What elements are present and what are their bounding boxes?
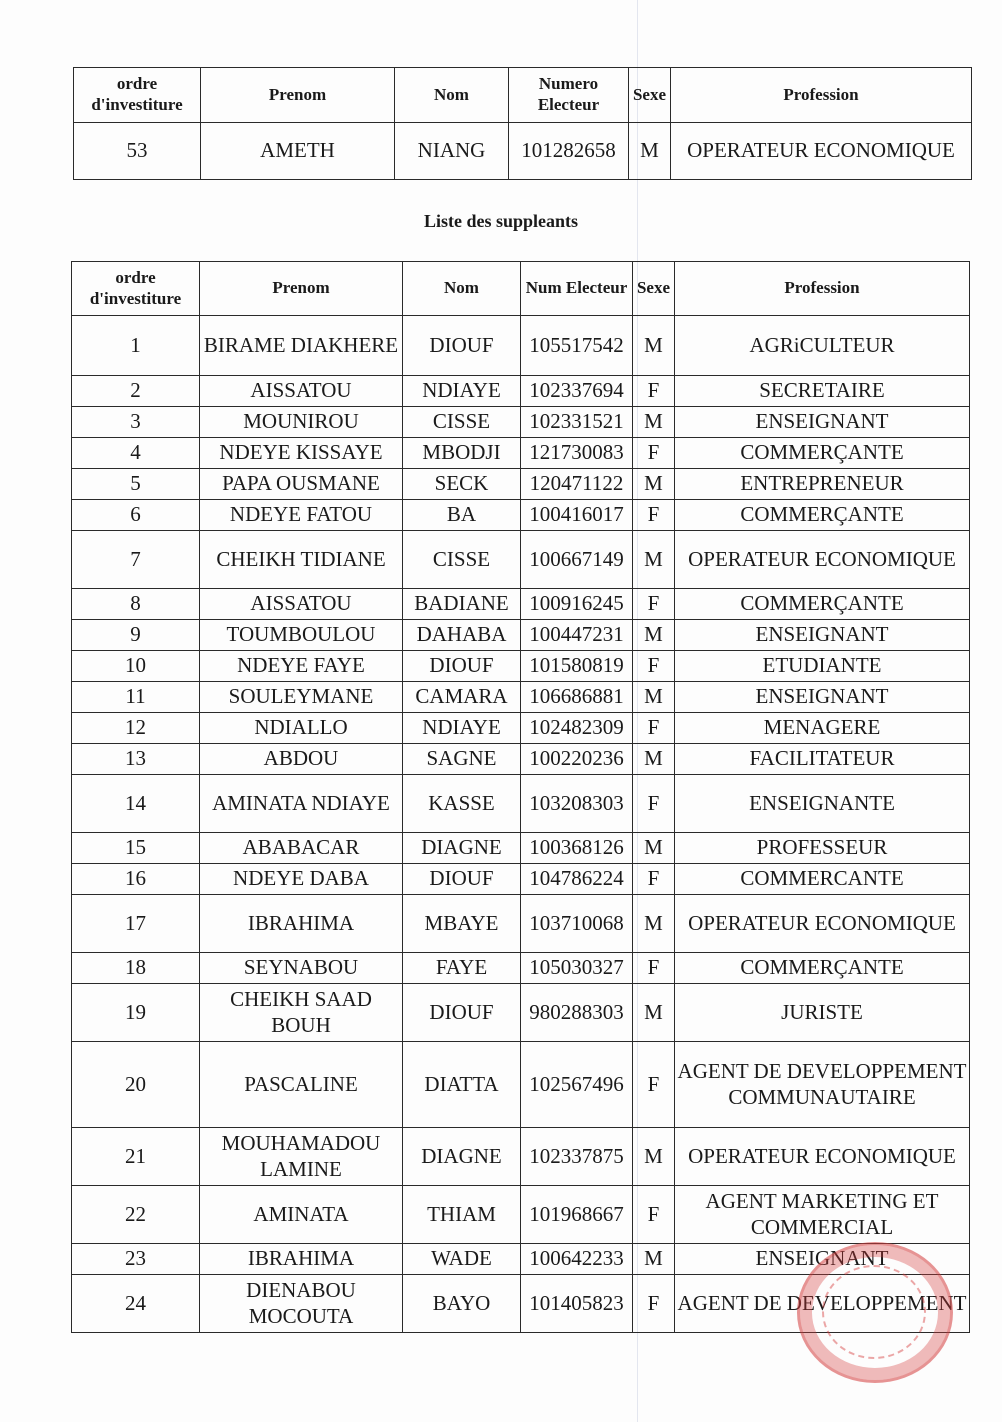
cell-nom: NIANG — [395, 123, 509, 180]
cell-numero: 106686881 — [521, 682, 633, 713]
cell-nom: FAYE — [403, 953, 521, 984]
cell-ordre: 24 — [72, 1275, 200, 1333]
cell-nom: BAYO — [403, 1275, 521, 1333]
cell-nom: SECK — [403, 469, 521, 500]
cell-ordre: 10 — [72, 651, 200, 682]
cell-prenom: SOULEYMANE — [200, 682, 403, 713]
cell-sexe: F — [633, 864, 675, 895]
cell-profession: ENSEIGNANTE — [675, 775, 970, 833]
table-row — [72, 1186, 970, 1244]
table-row — [72, 651, 970, 682]
cell-numero: 104786224 — [521, 864, 633, 895]
cell-sexe: F — [633, 1186, 675, 1244]
cell-profession: AGENT DE DEVELOPPEMENT COMMUNAUTAIRE — [675, 1042, 970, 1128]
table-row — [72, 500, 970, 531]
cell-nom: MBAYE — [403, 895, 521, 953]
cell-sexe: F — [633, 1042, 675, 1128]
cell-numero: 105030327 — [521, 953, 633, 984]
table-row — [72, 984, 970, 1042]
section-title: Liste des suppleants — [423, 211, 579, 231]
cell-profession: COMMERÇANTE — [675, 589, 970, 620]
header-nom: Nom — [403, 262, 521, 316]
cell-sexe: F — [633, 500, 675, 531]
table-row — [72, 620, 970, 651]
cell-sexe: M — [633, 895, 675, 953]
cell-nom: DIOUF — [403, 651, 521, 682]
cell-sexe: F — [633, 651, 675, 682]
cell-prenom: AMINATA NDIAYE — [200, 775, 403, 833]
cell-numero: 100916245 — [521, 589, 633, 620]
cell-sexe: M — [629, 123, 671, 180]
cell-sexe: F — [633, 376, 675, 407]
table-row — [72, 775, 970, 833]
cell-sexe: F — [633, 953, 675, 984]
cell-sexe: M — [633, 407, 675, 438]
cell-profession: OPERATEUR ECONOMIQUE — [675, 1128, 970, 1186]
cell-prenom: TOUMBOULOU — [200, 620, 403, 651]
cell-ordre: 9 — [72, 620, 200, 651]
cell-profession: COMMERÇANTE — [675, 500, 970, 531]
cell-ordre: 2 — [72, 376, 200, 407]
cell-nom: CAMARA — [403, 682, 521, 713]
table-row — [72, 833, 970, 864]
cell-nom: BADIANE — [403, 589, 521, 620]
cell-sexe: M — [633, 682, 675, 713]
cell-ordre: 15 — [72, 833, 200, 864]
header-numero: Num Electeur — [521, 262, 633, 316]
cell-ordre: 3 — [72, 407, 200, 438]
cell-numero: 121730083 — [521, 438, 633, 469]
cell-numero: 102482309 — [521, 713, 633, 744]
header-sexe: Sexe — [633, 262, 675, 316]
cell-profession: ENSEIGNANT — [675, 407, 970, 438]
header-row — [72, 262, 970, 316]
cell-prenom: BIRAME DIAKHERE — [200, 316, 403, 376]
cell-sexe: M — [633, 1244, 675, 1275]
cell-profession: ENSEIGNANT — [675, 620, 970, 651]
cell-profession: AGRiCULTEUR — [675, 316, 970, 376]
cell-ordre: 6 — [72, 500, 200, 531]
cell-profession: PROFESSEUR — [675, 833, 970, 864]
cell-profession: ENTREPRENEUR — [675, 469, 970, 500]
cell-numero: 105517542 — [521, 316, 633, 376]
header-profession: Profession — [671, 68, 972, 123]
cell-prenom: MOUNIROU — [200, 407, 403, 438]
cell-nom: DIOUF — [403, 316, 521, 376]
table-row — [72, 589, 970, 620]
cell-numero: 101580819 — [521, 651, 633, 682]
cell-profession: ETUDIANTE — [675, 651, 970, 682]
cell-ordre: 53 — [74, 123, 201, 180]
table-row — [72, 1042, 970, 1128]
cell-prenom: AISSATOU — [200, 376, 403, 407]
cell-ordre: 12 — [72, 713, 200, 744]
table-row — [72, 407, 970, 438]
cell-nom: DIAGNE — [403, 833, 521, 864]
cell-numero: 103710068 — [521, 895, 633, 953]
cell-sexe: M — [633, 833, 675, 864]
cell-nom: DIAGNE — [403, 1128, 521, 1186]
cell-prenom: IBRAHIMA — [200, 895, 403, 953]
cell-nom: CISSE — [403, 407, 521, 438]
cell-numero: 100667149 — [521, 531, 633, 589]
header-row — [74, 68, 972, 123]
cell-numero: 102337694 — [521, 376, 633, 407]
table-row — [72, 469, 970, 500]
cell-sexe: F — [633, 589, 675, 620]
cell-nom: MBODJI — [403, 438, 521, 469]
cell-ordre: 4 — [72, 438, 200, 469]
cell-nom: THIAM — [403, 1186, 521, 1244]
cell-prenom: MOUHAMADOU LAMINE — [200, 1128, 403, 1186]
header-nom: Nom — [395, 68, 509, 123]
cell-numero: 101968667 — [521, 1186, 633, 1244]
cell-prenom: AMINATA — [200, 1186, 403, 1244]
cell-numero: 102337875 — [521, 1128, 633, 1186]
cell-ordre: 14 — [72, 775, 200, 833]
cell-prenom: ABABACAR — [200, 833, 403, 864]
cell-prenom: NDEYE FATOU — [200, 500, 403, 531]
cell-sexe: M — [633, 1128, 675, 1186]
table-row — [72, 713, 970, 744]
cell-prenom: PAPA OUSMANE — [200, 469, 403, 500]
cell-profession: AGENT DE DEVELOPPEMENT — [675, 1275, 970, 1333]
cell-profession: MENAGERE — [675, 713, 970, 744]
header-prenom: Prenom — [200, 262, 403, 316]
cell-profession: ENSEIGNANT — [675, 1244, 970, 1275]
cell-prenom: NDEYE KISSAYE — [200, 438, 403, 469]
cell-numero: 100447231 — [521, 620, 633, 651]
cell-ordre: 11 — [72, 682, 200, 713]
table-row — [72, 531, 970, 589]
table-row — [72, 744, 970, 775]
cell-numero: 100642233 — [521, 1244, 633, 1275]
cell-ordre: 5 — [72, 469, 200, 500]
cell-sexe: F — [633, 775, 675, 833]
header-profession: Profession — [675, 262, 970, 316]
cell-ordre: 23 — [72, 1244, 200, 1275]
cell-ordre: 7 — [72, 531, 200, 589]
cell-nom: NDIAYE — [403, 376, 521, 407]
header-ordre: ordre d'investiture — [72, 262, 200, 316]
cell-prenom: AISSATOU — [200, 589, 403, 620]
cell-sexe: M — [633, 531, 675, 589]
cell-sexe: M — [633, 984, 675, 1042]
cell-numero: 100416017 — [521, 500, 633, 531]
cell-profession: OPERATEUR ECONOMIQUE — [675, 895, 970, 953]
cell-sexe: M — [633, 316, 675, 376]
cell-numero: 100220236 — [521, 744, 633, 775]
cell-ordre: 8 — [72, 589, 200, 620]
cell-ordre: 19 — [72, 984, 200, 1042]
cell-ordre: 1 — [72, 316, 200, 376]
cell-ordre: 21 — [72, 1128, 200, 1186]
table-row — [72, 864, 970, 895]
cell-sexe: M — [633, 620, 675, 651]
table-row — [72, 953, 970, 984]
suppleants-body — [72, 316, 970, 1333]
header-sexe: Sexe — [629, 68, 671, 123]
cell-numero: 980288303 — [521, 984, 633, 1042]
cell-nom: NDIAYE — [403, 713, 521, 744]
header-ordre: ordre d'investiture — [74, 68, 201, 123]
cell-prenom: DIENABOU MOCOUTA — [200, 1275, 403, 1333]
cell-prenom: CHEIKH TIDIANE — [200, 531, 403, 589]
header-prenom: Prenom — [201, 68, 395, 123]
cell-profession: COMMERCANTE — [675, 864, 970, 895]
table-row — [72, 895, 970, 953]
cell-sexe: F — [633, 438, 675, 469]
cell-nom: BA — [403, 500, 521, 531]
cell-prenom: CHEIKH SAAD BOUH — [200, 984, 403, 1042]
table-row — [72, 1128, 970, 1186]
cell-profession: OPERATEUR ECONOMIQUE — [675, 531, 970, 589]
cell-prenom: PASCALINE — [200, 1042, 403, 1128]
cell-nom: DAHABA — [403, 620, 521, 651]
cell-profession: JURISTE — [675, 984, 970, 1042]
cell-ordre: 20 — [72, 1042, 200, 1128]
cell-sexe: M — [633, 469, 675, 500]
header-numero: Numero Electeur — [509, 68, 629, 123]
cell-nom: DIOUF — [403, 984, 521, 1042]
cell-numero: 102331521 — [521, 407, 633, 438]
table-row — [72, 316, 970, 376]
cell-numero: 101282658 — [509, 123, 629, 180]
cell-ordre: 16 — [72, 864, 200, 895]
cell-prenom: SEYNABOU — [200, 953, 403, 984]
cell-nom: WADE — [403, 1244, 521, 1275]
cell-numero: 120471122 — [521, 469, 633, 500]
table-row — [72, 438, 970, 469]
cell-nom: SAGNE — [403, 744, 521, 775]
suppleants-table — [71, 261, 970, 1333]
cell-sexe: M — [633, 744, 675, 775]
cell-ordre: 13 — [72, 744, 200, 775]
titulaire-table — [73, 67, 972, 180]
cell-prenom: NDEYE FAYE — [200, 651, 403, 682]
cell-sexe: F — [633, 713, 675, 744]
cell-profession: OPERATEUR ECONOMIQUE — [671, 123, 972, 180]
cell-ordre: 17 — [72, 895, 200, 953]
cell-nom: DIATTA — [403, 1042, 521, 1128]
cell-nom: KASSE — [403, 775, 521, 833]
cell-profession: FACILITATEUR — [675, 744, 970, 775]
cell-numero: 100368126 — [521, 833, 633, 864]
cell-prenom: NDEYE DABA — [200, 864, 403, 895]
cell-prenom: IBRAHIMA — [200, 1244, 403, 1275]
cell-nom: CISSE — [403, 531, 521, 589]
cell-nom: DIOUF — [403, 864, 521, 895]
table-row — [74, 123, 972, 180]
cell-numero: 102567496 — [521, 1042, 633, 1128]
cell-sexe: F — [633, 1275, 675, 1333]
table-row — [72, 1244, 970, 1275]
cell-prenom: AMETH — [201, 123, 395, 180]
table-row — [72, 1275, 970, 1333]
cell-numero: 103208303 — [521, 775, 633, 833]
cell-profession: COMMERÇANTE — [675, 438, 970, 469]
cell-profession: COMMERÇANTE — [675, 953, 970, 984]
table-row — [72, 376, 970, 407]
cell-numero: 101405823 — [521, 1275, 633, 1333]
table-row — [72, 682, 970, 713]
cell-profession: AGENT MARKETING ET COMMERCIAL — [675, 1186, 970, 1244]
cell-ordre: 18 — [72, 953, 200, 984]
cell-profession: SECRETAIRE — [675, 376, 970, 407]
cell-prenom: NDIALLO — [200, 713, 403, 744]
cell-profession: ENSEIGNANT — [675, 682, 970, 713]
cell-prenom: ABDOU — [200, 744, 403, 775]
cell-ordre: 22 — [72, 1186, 200, 1244]
